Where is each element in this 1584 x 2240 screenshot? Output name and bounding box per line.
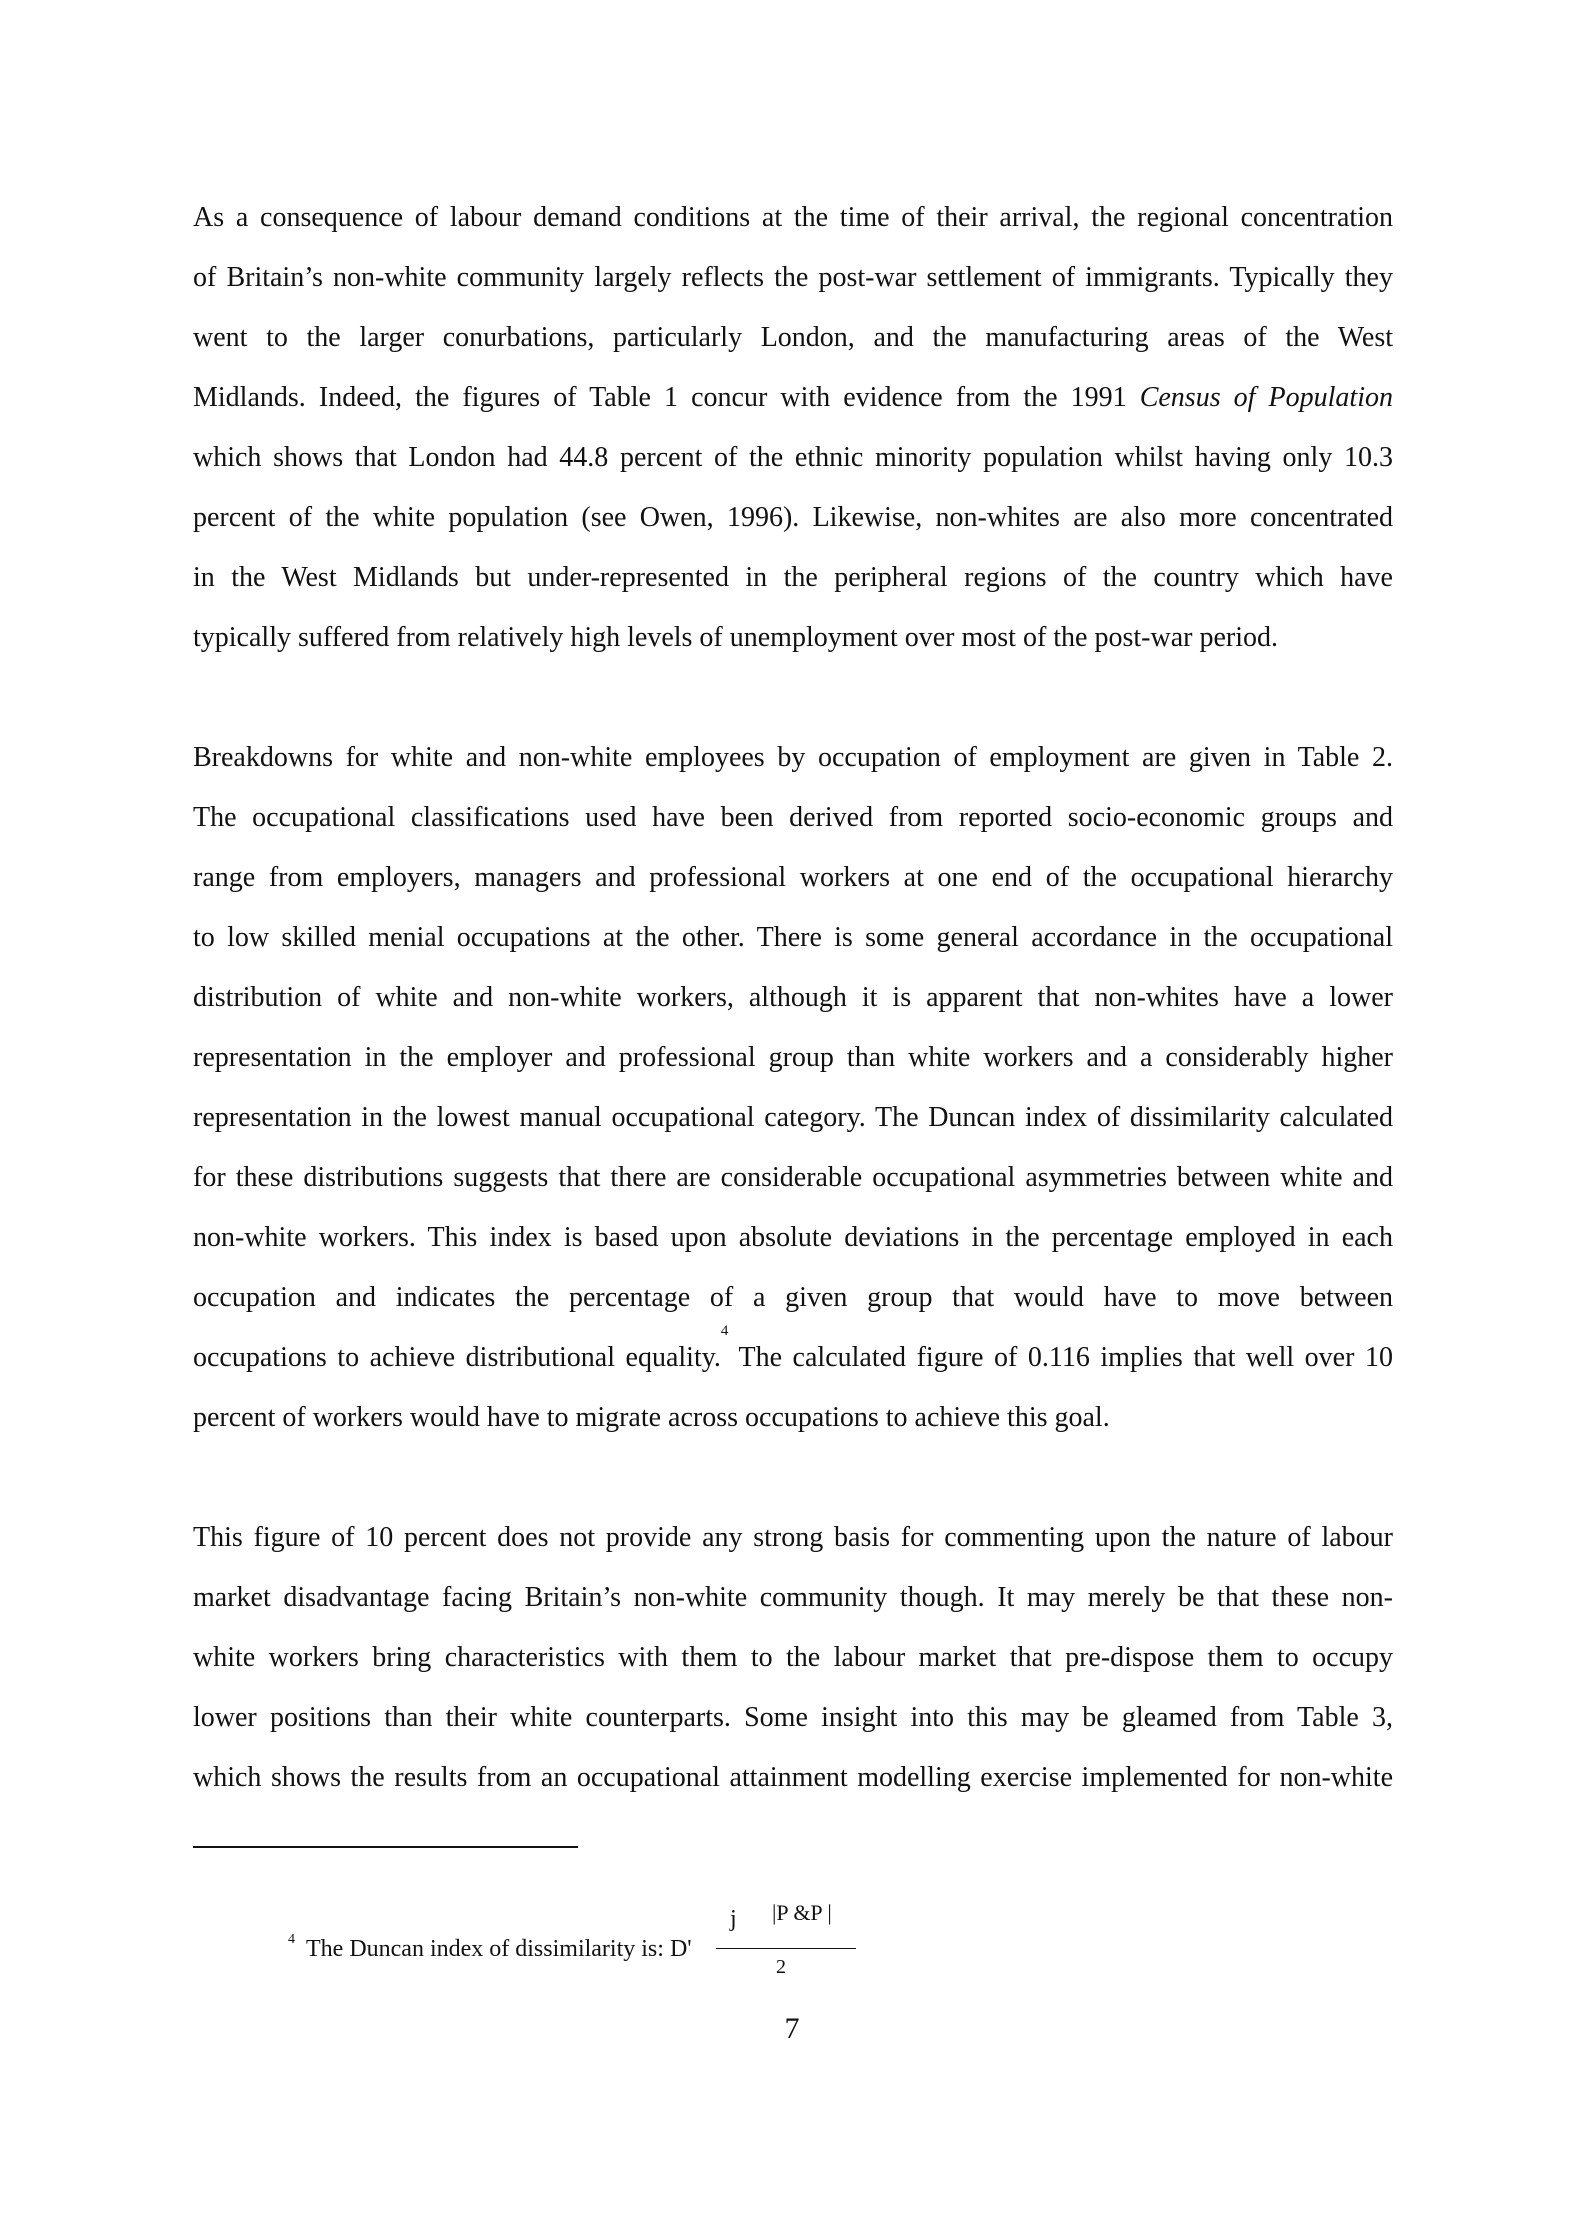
footnote-reference[interactable]: 4 — [720, 1323, 729, 1339]
text-line: in the West Midlands but under-represented in the peripheral regions of the country which have — [193, 562, 1393, 593]
text-line: distribution of white and non-white workers, although it is apparent that non-whites have a lower — [193, 982, 1393, 1013]
text-line: representation in the employer and professional group than white workers and a considerably higher — [193, 1042, 1393, 1073]
text-line: representation in the lowest manual occupational category. The Duncan index of dissimilarity calculated — [193, 1102, 1393, 1133]
text-line: percent of the white population (see Owen, 1996). Likewise, non-whites are also more concentrated — [193, 502, 1393, 533]
text-line: white workers bring characteristics with them to the labour market that pre-dispose them to occupy — [193, 1642, 1393, 1673]
footnote-text: The Duncan index of dissimilarity is: D' — [306, 1936, 692, 1962]
text-line: for these distributions suggests that there are considerable occupational asymmetries between white and — [193, 1162, 1393, 1193]
text-line: went to the larger conurbations, particularly London, and the manufacturing areas of the West — [193, 322, 1393, 353]
text-line: lower positions than their white counterparts. Some insight into this may be gleamed from Table 3, — [193, 1702, 1393, 1733]
body-text — [193, 188, 1393, 1808]
formula-denominator: 2 — [776, 1956, 786, 1978]
text-line: of Britain’s non-white community largely reflects the post-war settlement of immigrants. Typically they — [193, 262, 1393, 293]
text-line: range from employers, managers and professional workers at one end of the occupational hierarchy — [193, 862, 1393, 893]
text-line: typically suffered from relatively high levels of unemployment over most of the post-war period. — [193, 622, 1278, 653]
page-number: 7 — [784, 2012, 800, 2045]
text-line: Breakdowns for white and non-white employees by occupation of employment are given in Table 2. — [193, 742, 1393, 773]
text-line: As a consequence of labour demand conditions at the time of their arrival, the regional concentration — [193, 202, 1393, 233]
paragraph-2 — [193, 728, 1393, 1448]
text-run: Midlands. Indeed, the figures of Table 1 concur with evidence from the 1991 — [193, 382, 1140, 413]
text-run: occupations to achieve distributional equality. — [193, 1342, 721, 1373]
formula-sum-symbol: j — [730, 1906, 737, 1932]
formula-numerator: |P &P | — [772, 1900, 832, 1925]
text-line: market disadvantage facing Britain’s non-white community though. It may merely be that these non- — [193, 1582, 1393, 1613]
duncan-index-formula — [712, 1900, 882, 1990]
text-line: occupation and indicates the percentage of a given group that would have to move between — [193, 1282, 1393, 1313]
text-line: This figure of 10 percent does not provide any strong basis for commenting upon the nature of labour — [193, 1522, 1393, 1553]
text-line-with-footnote-ref — [193, 1323, 1393, 1388]
footnote — [288, 1900, 1088, 1990]
fraction-bar — [716, 1948, 856, 1949]
text-line: which shows that London had 44.8 percent of the ethnic minority population whilst having only 10.3 — [193, 442, 1393, 473]
text-line: non-white workers. This index is based upon absolute deviations in the percentage employed in each — [193, 1222, 1393, 1253]
paragraph-1 — [193, 188, 1393, 668]
text-line: which shows the results from an occupational attainment modelling exercise implemented for non-white — [193, 1762, 1393, 1793]
text-line: to low skilled menial occupations at the other. There is some general accordance in the occupational — [193, 922, 1393, 953]
text-line-with-title — [193, 368, 1393, 428]
footnote-divider — [193, 1846, 578, 1848]
text-line: The occupational classifications used have been derived from reported socio-economic groups and — [193, 802, 1393, 833]
text-line: percent of workers would have to migrate across occupations to achieve this goal. — [193, 1402, 1110, 1433]
paragraph-3 — [193, 1508, 1393, 1808]
footnote-number: 4 — [288, 1932, 295, 1947]
text-run: The calculated figure of 0.116 implies that well over 10 — [728, 1342, 1393, 1373]
census-title: Census of Population — [1139, 382, 1393, 413]
